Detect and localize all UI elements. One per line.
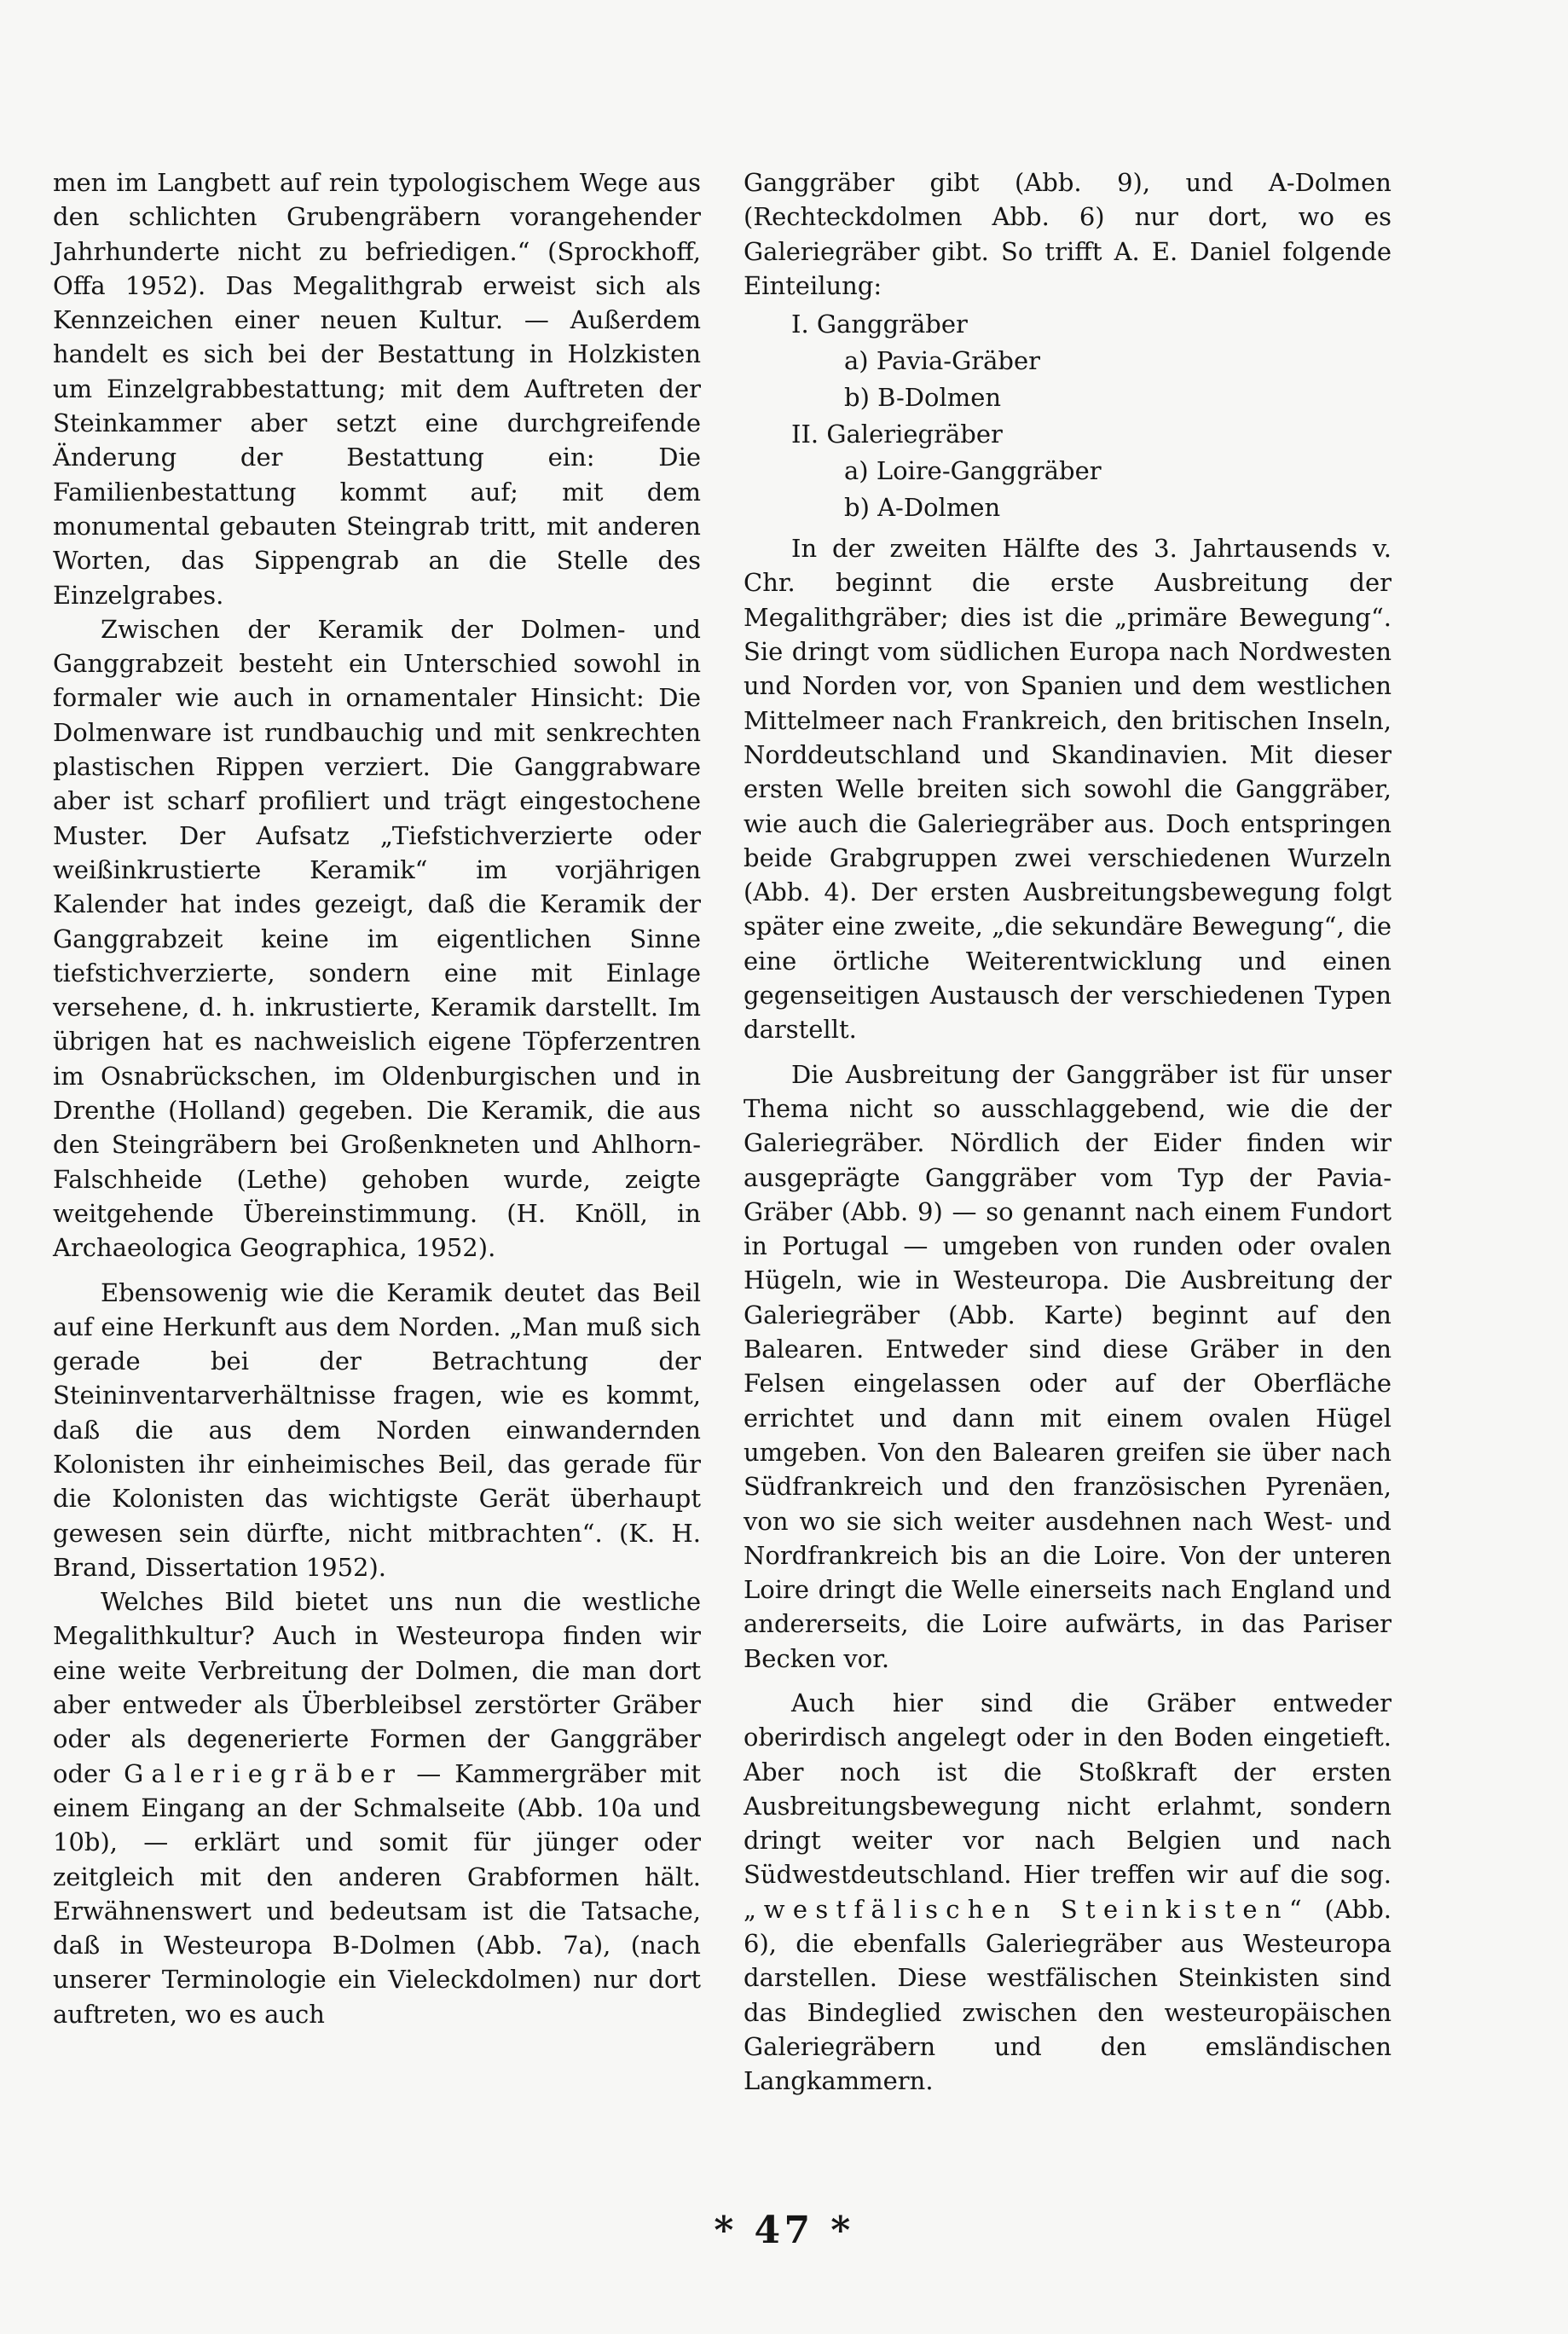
list-item: b) B-Dolmen [844,383,1002,413]
page-number: * 47 * [714,2209,854,2252]
paragraph [53,1584,701,2031]
page-body [53,165,1513,2195]
paragraph: Zwischen der Keramik der Dolmen- und Ganggrabzeit besteht ein Unterschied sowohl in formaler wie auch in ornamentaler Hinsicht: Die Dolmenware ist rundbauchig und mit senkrechten plastischen Rippen verziert. Die Ganggrabware aber ist scharf profiliert und trägt eingestochene Muster. Der Aufsatz „Tiefstichverzierte oder weißinkrustierte Keramik“ im vorjährigen Kalender hat indes gezeigt, daß die Keramik der Ganggrabzeit keine im eigentlichen Sinne tiefstichverzierte, sondern eine mit Einlage versehene, d. h. inkrustierte, Keramik darstellt. Im übrigen hat es nachweislich eigene Töpferzentren im Osnabrückschen, im Oldenburgischen und in Drenthe (Holland) gegeben. Die Keramik, die aus den Steingräbern bei Großenkneten und Ahlhorn-Falschheide (Lethe) gehoben wurde, zeigte weitgehende Übereinstimmung. (H. Knöll, in Archaeologica Geographica, 1952). [53,614,701,1263]
paragraph: In der zweiten Hälfte des 3. Jahrtausends v. Chr. beginnt die erste Ausbreitung der Megalithgräber; dies ist die „primäre Bewegung“. Sie dringt vom südlichen Europa nach Nordwesten und Norden vor, von Spanien und dem westlichen Mittelmeer nach Frankreich, den britischen Inseln, Norddeutschland und Skandinavien. Mit dieser ersten Welle breiten sich sowohl die Ganggräber, wie auch die Galeriegräber aus. Doch entspringen beide Grabgruppen zwei verschiedenen Wurzeln (Abb. 4). Der ersten Ausbreitungsbewegung folgt später eine zweite, „die sekundäre Bewegung“, die eine örtliche Weiterentwicklung und einen gegenseitigen Austausch der verschiedenen Typen darstellt. [743,534,1392,1045]
paragraph: Ebensowenig wie die Keramik deutet das Beil auf eine Herkunft aus dem Norden. „Man muß sich gerade bei der Betrachtung der Steininventarverhältnisse fragen, wie es kommt, daß die aus dem Norden einwandernden Kolonisten ihr einheimisches Beil, das gerade für die Kolonisten das wichtigste Gerät überhaupt gewesen sein dürfte, nicht mitbrachten“. (K. H. Brand, Dissertation 1952). [53,1277,701,1582]
paragraph [743,1686,1392,2099]
paragraph-text: (Abb. 6), die ebenfalls Galeriegräber aus Westeuropa darstellen. Diese westfälischen Steinkisten sind das Bindeglied zwischen den westeuropäischen Galeriegräbern und den emsländischen Langkammern. [743,1894,1392,2096]
right-column [743,165,1392,2099]
paragraph: men im Langbett auf rein typologischem Wege aus den schlichten Grubengräbern vorangehender Jahrhunderte nicht zu befriedigen.“ (Sprockhoff, Offa 1952). Das Megalithgrab erweist sich als Kennzeichen einer neuen Kultur. — Außerdem handelt es sich bei der Bestattung in Holzkisten um Einzelgrabbestattung; mit dem Auftreten der Steinkammer aber setzt eine durchgreifende Änderung der Bestattung ein: Die Familienbestattung kommt auf; mit dem monumental gebauten Steingrab tritt, mit anderen Worten, das Sippengrab an die Stelle des Einzelgrabes. [53,168,701,610]
paragraph: Die Ausbreitung der Ganggräber ist für unser Thema nicht so ausschlaggebend, wie die der Galeriegräber. Nördlich der Eider finden wir ausgeprägte Ganggräber vom Typ der Pavia-Gräber (Abb. 9) — so genannt nach einem Fundort in Portugal — umgeben von runden oder ovalen Hügeln, wie in Westeuropa. Die Ausbreitung der Galeriegräber (Abb. Karte) beginnt auf den Balearen. Entweder sind diese Gräber in den Felsen eingelassen oder auf der Oberfläche errichtet und dann mit einem ovalen Hügel umgeben. Von den Balearen greifen sie über nach Südfrankreich und den französischen Pyrenäen, von wo sie sich weiter ausdehnen nach West- und Nordfrankreich bis an die Loire. Von der unteren Loire dringt die Welle einerseits nach England und andererseits, die Loire aufwärts, in das Pariser Becken vor. [743,1059,1392,1673]
paragraph-text: — Kammergräber mit einem Eingang an der Schmalseite (Abb. 10a und 10b), — erklärt und somit für jünger oder zeitgleich mit den anderen Grabformen hält. Erwähnenswert und bedeutsam ist die Tatsache, daß in Westeuropa B-Dolmen (Abb. 7a), (nach unserer Terminologie ein Vieleckdolmen) nur dort auftreten, wo es auch [53,1758,702,2029]
list-item: b) A-Dolmen [844,493,1001,523]
paragraph-text: Auch hier sind die Gräber entweder oberirdisch angelegt oder in den Boden eingetieft. Aber noch ist die Stoßkraft der ersten Ausbreitungsbewegung nicht erlahmt, sondern dringt weiter vor nach Belgien und nach Südwestdeutschland. Hier treffen wir auf die sog. [743,1688,1392,1890]
paragraph: Ganggräber gibt (Abb. 9), und A-Dolmen (Rechteckdolmen Abb. 6) nur dort, wo es Galeriegräber gibt. So trifft A. E. Daniel folgende Einteilung: [743,168,1392,300]
list-item: a) Loire-Ganggräber [844,456,1102,486]
list-item: II. Galeriegräber [791,420,1003,449]
spaced-term: Galeriegräber [124,1758,403,1788]
spaced-term: „westfälischen Steinkisten“ [743,1894,1310,1924]
left-column [53,165,701,2031]
classification-list [743,306,1392,526]
paragraph-text: Welches Bild bietet uns nun die westliche Megalithkultur? Auch in Westeuropa finden wir eine weite Verbreitung der Dolmen, die man dort aber entweder als Überbleibsel zerstörter Gräber oder als degenerierte Formen der Ganggräber oder [53,1587,701,1788]
list-item: a) Pavia-Gräber [844,346,1040,376]
list-item: I. Ganggräber [791,310,968,339]
